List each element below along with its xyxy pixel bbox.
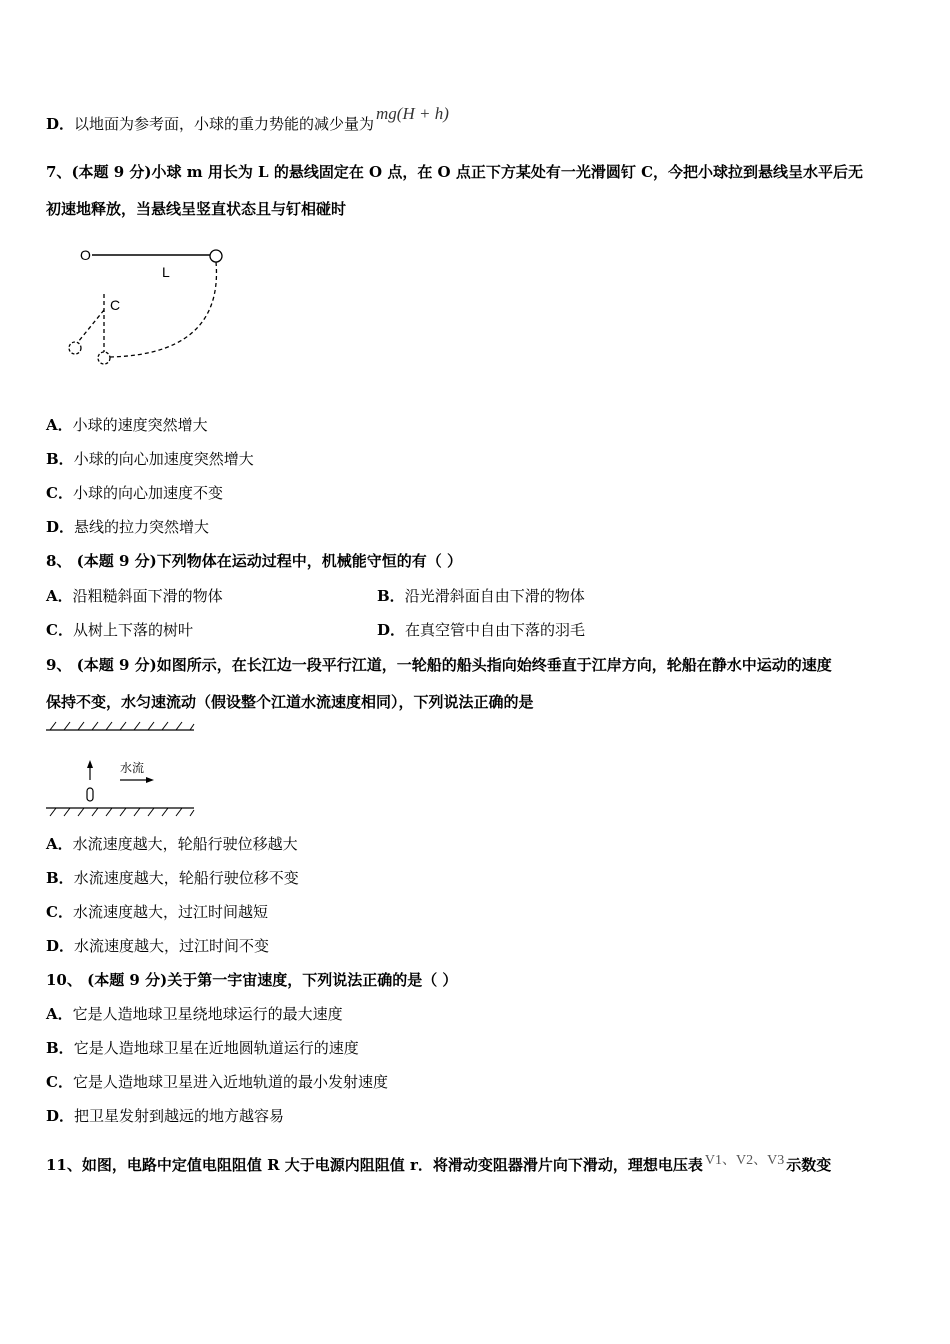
top-bank-hatch (50, 722, 194, 730)
q8-option-d (377, 620, 585, 640)
q10-option-c (46, 1072, 388, 1092)
question-number: 9、 (46, 656, 72, 674)
option-text: 从树上下落的树叶 (72, 621, 193, 639)
option-letter: A． (46, 416, 73, 434)
label-o: O (80, 247, 91, 263)
option-letter: B． (46, 1039, 74, 1057)
option-text: 水流速度越大，轮船行驶位移越大 (72, 835, 298, 853)
option-text: 水流速度越大，过江时间越短 (72, 903, 268, 921)
option-letter: A． (46, 1005, 73, 1023)
option-text: 把卫星发射到越远的地方越容易 (74, 1107, 285, 1125)
question-stem: 如图所示，在长江边一段平行江道，一轮船的船头指向始终垂直于江岸方向，轮船在静水中运动的速度 (156, 656, 832, 674)
question-stem-end: 示数变 (786, 1156, 832, 1174)
q7-option-d (46, 517, 209, 537)
q10-stem (46, 970, 457, 990)
q9-option-b (46, 868, 299, 888)
q8-option-b (377, 586, 585, 606)
q9-stem-line2: 保持不变，水匀速流动（假设整个江道水流速度相同），下列说法正确的是 (46, 693, 534, 711)
prev-option-d (46, 104, 449, 134)
arrow-up-icon (87, 760, 93, 768)
boat-icon (87, 788, 93, 801)
option-text: 水流速度越大，轮船行驶位移不变 (73, 869, 299, 887)
option-text: 在真空管中自由下落的羽毛 (405, 621, 586, 639)
option-letter: B． (46, 869, 74, 887)
option-text: 它是人造地球卫星绕地球运行的最大速度 (72, 1005, 343, 1023)
option-text: 沿粗糙斜面下滑的物体 (72, 587, 223, 605)
question-stem: 如图，电路中定值电阻阻值 R 大于电源内阻阻值 r．将滑动变阻器滑片向下滑动，理想电压表 (81, 1156, 703, 1174)
q7-option-a (46, 415, 208, 435)
q8-option-c (46, 620, 193, 640)
q10-option-d (46, 1106, 284, 1126)
option-text: 沿光滑斜面自由下滑的物体 (404, 587, 585, 605)
option-letter: D． (46, 1107, 75, 1125)
question-number: 7、 (46, 163, 72, 181)
option-letter: A． (46, 835, 73, 853)
option-letter: B． (46, 450, 74, 468)
option-letter: C． (46, 621, 73, 639)
deflected-string (78, 310, 104, 342)
option-text: 它是人造地球卫星在近地圆轨道运行的速度 (73, 1039, 359, 1057)
q7-option-b (46, 449, 254, 469)
option-text: 水流速度越大，过江时间不变 (74, 937, 270, 955)
q7-stem-line1 (46, 162, 863, 182)
option-text: 小球的速度突然增大 (72, 416, 208, 434)
bottom-bank-hatch (50, 808, 194, 816)
river-figure (44, 718, 204, 818)
option-letter: B． (377, 587, 405, 605)
option-text: 小球的向心加速度突然增大 (73, 450, 254, 468)
q9-option-d (46, 936, 269, 956)
ball-bottom-icon (98, 352, 110, 364)
question-number: 11、 (46, 1156, 82, 1174)
question-score: (本题 9 分) (87, 971, 168, 989)
option-letter: A． (46, 587, 73, 605)
option-text: 悬线的拉力突然增大 (74, 518, 210, 536)
question-score: (本题 9 分) (76, 656, 157, 674)
question-number: 10、 (46, 971, 82, 989)
option-text: 它是人造地球卫星进入近地轨道的最小发射速度 (72, 1073, 388, 1091)
option-text: 小球的向心加速度不变 (72, 484, 223, 502)
q9-option-c (46, 902, 268, 922)
formula-mg-h: mg(H + h) (376, 104, 449, 123)
q10-option-b (46, 1038, 359, 1058)
question-stem: 小球 m 用长为 L 的悬线固定在 O 点，在 O 点正下方某处有一光滑圆钉 C，今把小球拉到悬线呈水平后无 (151, 163, 864, 181)
q8-stem (46, 551, 462, 571)
q10-option-a (46, 1004, 343, 1024)
label-l: L (162, 264, 170, 280)
q11-stem (46, 1155, 831, 1177)
question-score: (本题 9 分) (71, 163, 152, 181)
q8-option-a (46, 586, 223, 606)
label-c: C (110, 297, 121, 313)
ball-left-icon (69, 342, 81, 354)
question-score: (本题 9 分) (76, 552, 157, 570)
option-text: 以地面为参考面，小球的重力势能的减少量为 (74, 115, 375, 133)
q7-option-c (46, 483, 223, 503)
question-number: 8、 (46, 552, 72, 570)
option-letter: D． (46, 937, 75, 955)
arrow-right-icon (146, 777, 154, 783)
q9-option-a (46, 834, 298, 854)
option-letter: C． (46, 484, 73, 502)
option-letter: C． (46, 1073, 73, 1091)
question-stem: 关于第一宇宙速度，下列说法正确的是（ ） (167, 971, 458, 989)
q9-stem-line1 (46, 655, 832, 675)
q7-stem-line2: 初速地释放，当悬线呈竖直状态且与钉相碰时 (46, 200, 347, 218)
ball-start-icon (210, 250, 222, 262)
option-letter: D． (377, 621, 406, 639)
option-letter: D． (46, 115, 75, 133)
voltmeter-labels: V1、V2、V3 (704, 1153, 785, 1168)
option-letter: D． (46, 518, 75, 536)
question-stem: 下列物体在运动过程中，机械能守恒的有（ ） (156, 552, 462, 570)
option-letter: C． (46, 903, 73, 921)
pendulum-figure (60, 240, 240, 375)
water-flow-label: 水流 (120, 761, 145, 775)
